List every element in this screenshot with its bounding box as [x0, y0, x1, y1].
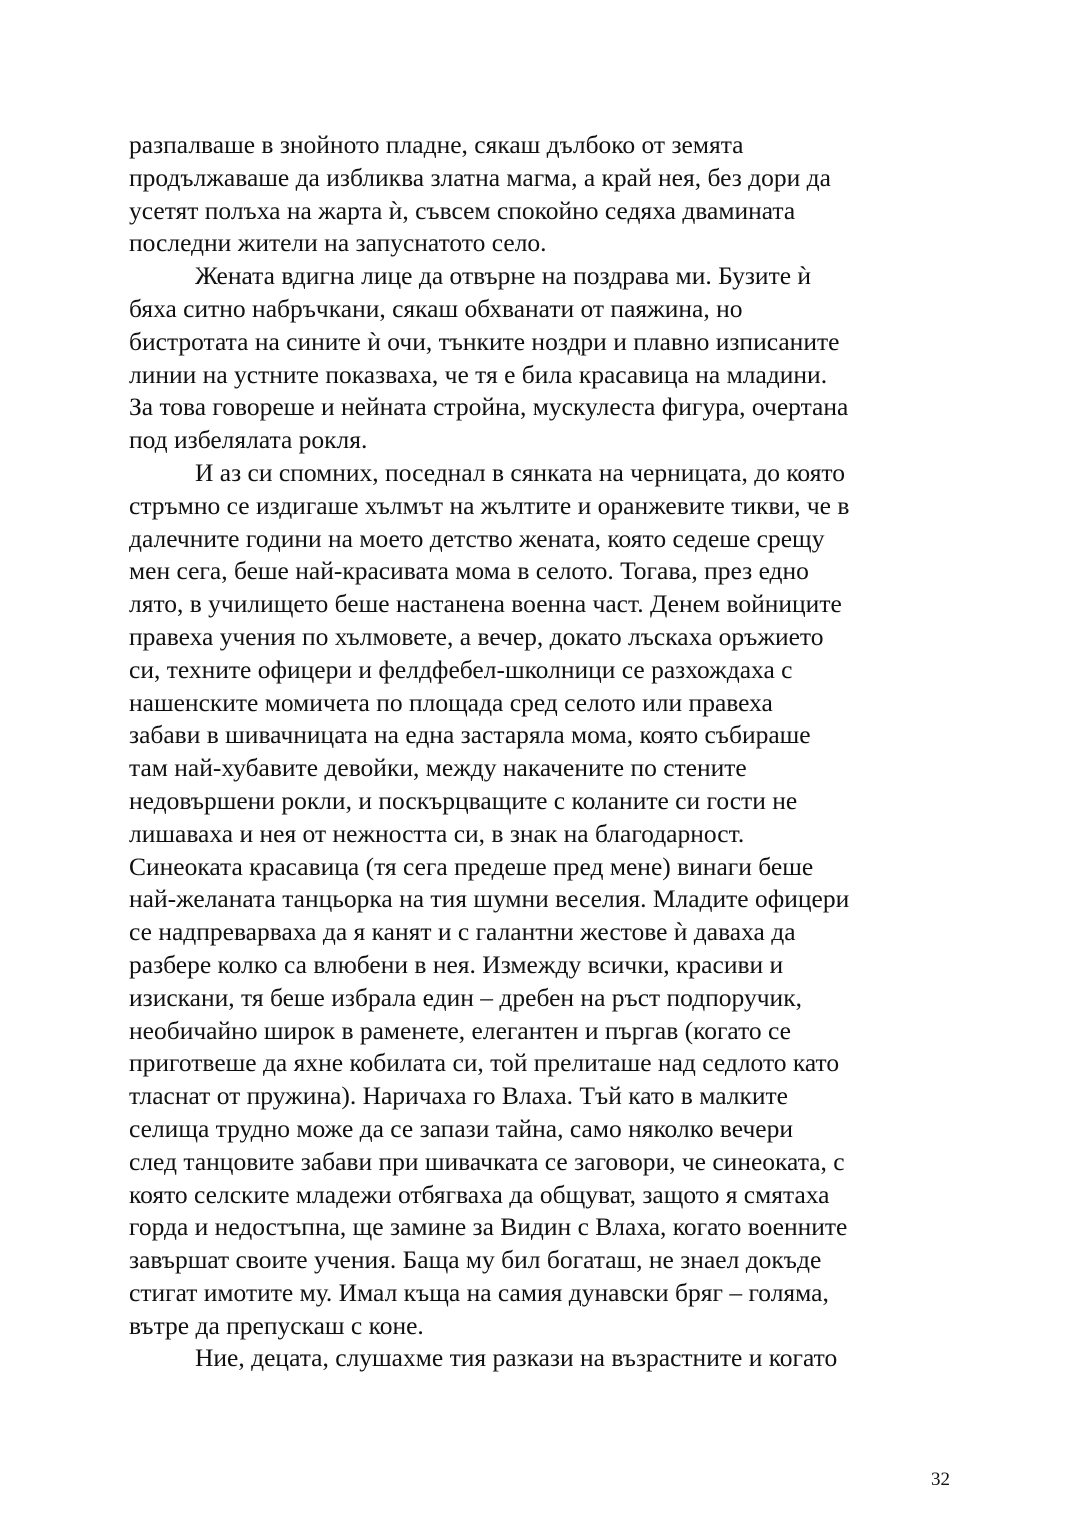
text-line: селища трудно може да се запази тайна, само няколко вечери [129, 1113, 794, 1143]
text-line: недовършени рокли, и поскърцващите с коланите си гости не [129, 785, 798, 815]
text-line: тласнат от пружина). Наричаха го Влаха. Тъй като в малките [129, 1081, 788, 1111]
text-line: усетят полъха на жарта ѝ, съвсем спокойно седяха двамината [129, 195, 796, 225]
text-line: горда и недостъпна, ще замине за Видин с Влаха, когато военните [129, 1212, 848, 1242]
text-line: стръмно се издигаше хълмът на жълтите и оранжевите тикви, че в [129, 490, 850, 520]
text-line: И аз си спомних, поседнал в сянката на черницата, до която [195, 457, 845, 487]
text-line: продължаваше да избликва златна магма, а край нея, без дори да [129, 162, 831, 192]
text-line: бистротата на сините ѝ очи, тънките ноздри и плавно изписаните [129, 326, 840, 356]
text-line: изискани, тя беше избрала един – дребен на ръст подпоручик, [129, 982, 802, 1012]
text-line: вътре да препускаш с коне. [129, 1310, 424, 1340]
text-line: правеха учения по хълмовете, а вечер, докато лъскаха оръжието [129, 621, 824, 651]
text-line: необичайно широк в раменете, елегантен и пъргав (когато се [129, 1015, 791, 1045]
text-line: лишаваха и нея от нежността си, в знак на благодарност. [129, 818, 745, 848]
text-line: завършат своите учения. Баща му бил богаташ, не знаел докъде [129, 1245, 822, 1275]
body-text [129, 129, 959, 1375]
text-line: забави в шивачницата на една застаряла мома, която събираше [129, 720, 811, 750]
text-line: лято, в училището беше настанена военна част. Денем войниците [129, 589, 842, 619]
text-line: мен сега, беше най-красивата мома в селото. Тогава, през едно [129, 556, 809, 586]
text-line: след танцовите забави при шивачката се заговори, че синеоката, с [129, 1146, 845, 1176]
text-line: разбере колко са влюбени в нея. Измежду всички, красиви и [129, 949, 784, 979]
text-line: се надпреварваха да я канят и с галантни жестове ѝ даваха да [129, 917, 796, 947]
text-line: стигат имотите му. Имал къща на самия дунавски бряг – голяма, [129, 1277, 829, 1307]
text-line: под избелялата рокля. [129, 425, 368, 455]
text-line: линии на устните показваха, че тя е била красавица на младини. [129, 359, 828, 389]
text-line: далечните години на моето детство жената, която седеше срещу [129, 523, 825, 553]
text-line: приготвеше да яхне кобилата си, той прелиташе над седлото като [129, 1048, 840, 1078]
text-line: разпалваше в знойното пладне, сякаш дълбоко от земята [129, 130, 744, 159]
text-line: Ние, децата, слушахме тия разкази на възрастните и когато [195, 1343, 838, 1373]
text-line: За това говореше и нейната стройна, мускулеста фигура, очертана [129, 392, 849, 422]
text-line: си, техните офицери и фелдфебел-школници се разхождаха с [129, 654, 793, 684]
text-line: последни жители на запуснатото село. [129, 228, 547, 258]
text-line: там най-хубавите девойки, между накачените по стените [129, 753, 747, 783]
text-line: Синеоката красавица (тя сега предеше пред мене) винаги беше [129, 851, 814, 881]
page-number: 32 [931, 1469, 950, 1490]
text-line: която селските младежи отбягваха да общуват, защото я смятаха [129, 1179, 830, 1209]
text-line: най-желаната танцьорка на тия шумни веселия. Младите офицери [129, 884, 850, 914]
text-line: Жената вдигна лице да отвърне на поздрава ми. Бузите ѝ [195, 261, 812, 291]
text-line: бяха ситно набръчкани, сякаш обхванати от паяжина, но [129, 293, 743, 323]
text-line: нашенските момичета по площада сред селото или правеха [129, 687, 773, 717]
